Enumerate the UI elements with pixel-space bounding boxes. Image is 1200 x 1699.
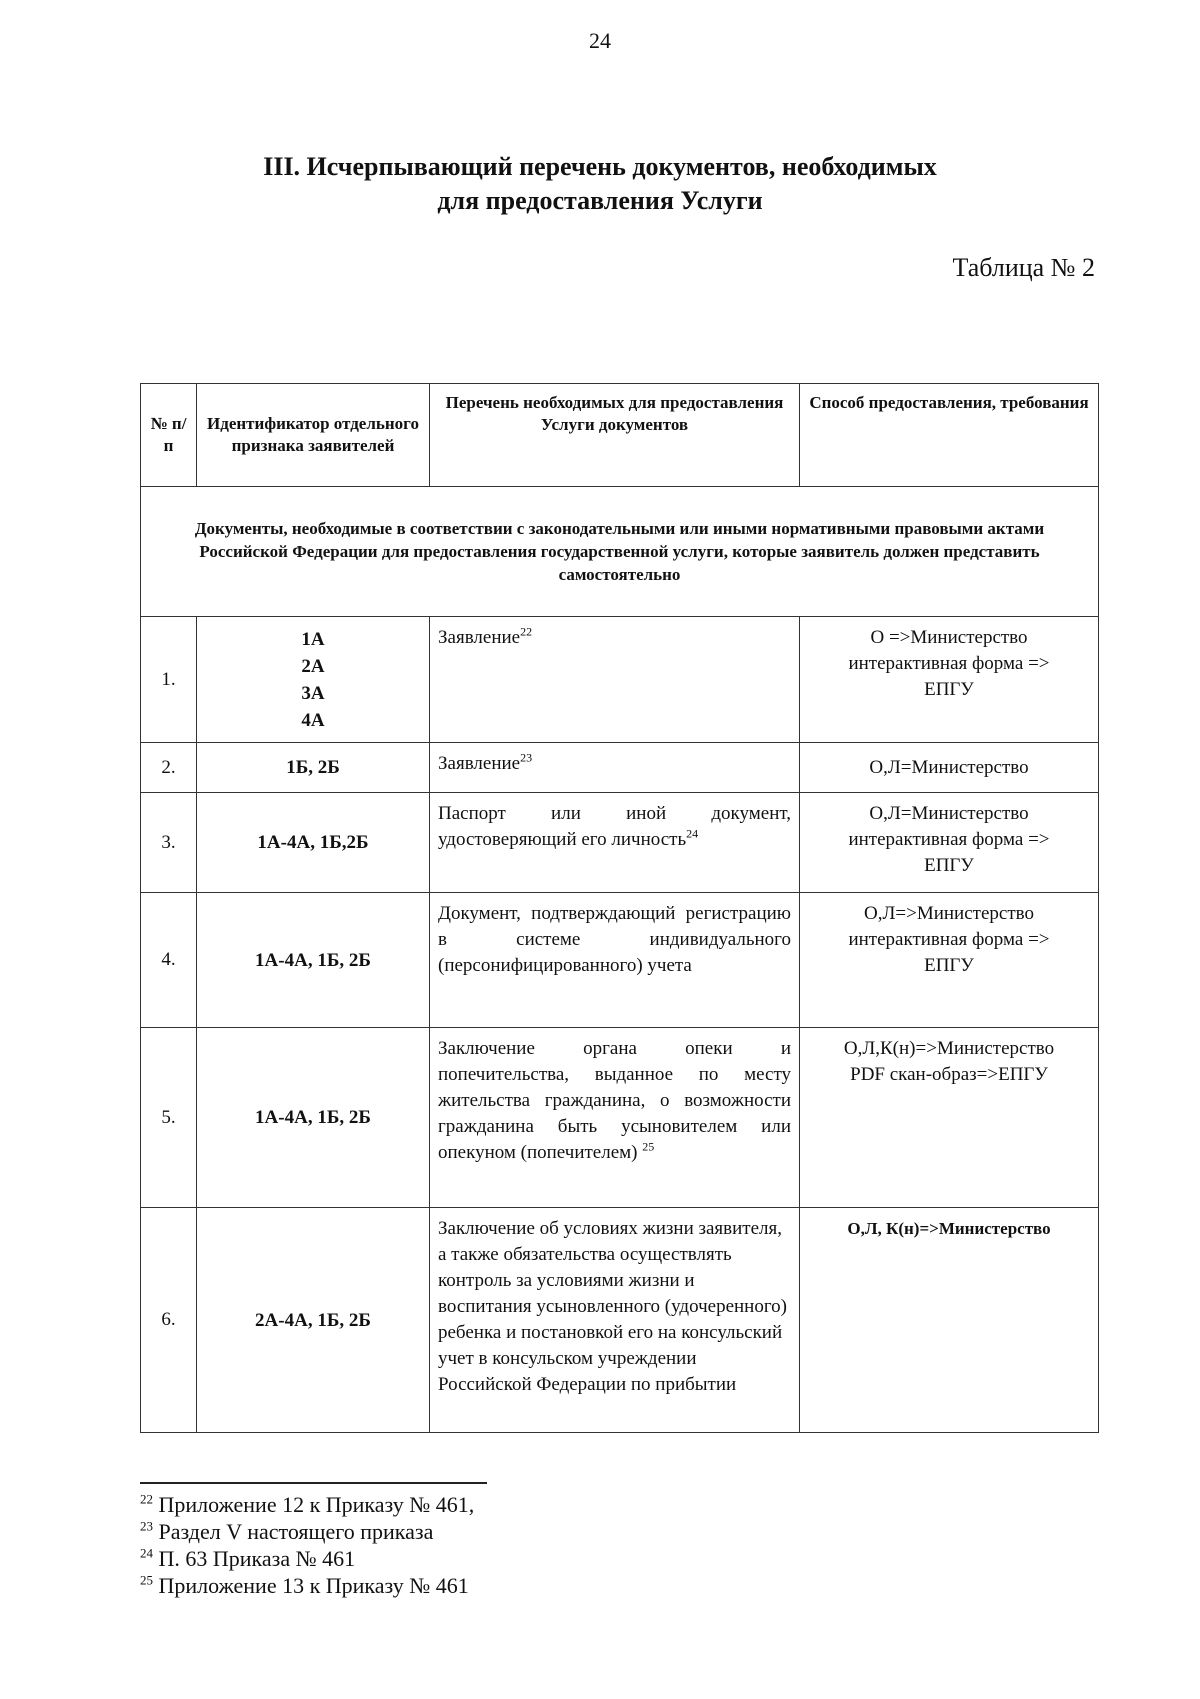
row-identifier: 1А-4А, 1Б,2Б bbox=[197, 793, 430, 893]
row-method bbox=[800, 617, 1099, 743]
method-line: интерактивная форма => bbox=[848, 829, 1050, 850]
footnote-ref: 24 bbox=[686, 826, 699, 841]
row-document bbox=[430, 893, 800, 1028]
footnote-text: Раздел V настоящего приказа bbox=[158, 1519, 434, 1544]
row-number: 1. bbox=[141, 617, 197, 743]
row-identifier: 2А-4А, 1Б, 2Б bbox=[197, 1208, 430, 1433]
method-line: ЕПГУ bbox=[924, 679, 974, 700]
footnote bbox=[140, 1518, 474, 1545]
table-row bbox=[141, 893, 1099, 1028]
header-num: № п/п bbox=[141, 384, 197, 487]
method-line: О,Л=>Министерство bbox=[864, 903, 1034, 924]
row-identifier: 1А-4А, 1Б, 2Б bbox=[197, 1028, 430, 1208]
row-number: 4. bbox=[141, 893, 197, 1028]
documents-table bbox=[140, 383, 1099, 1433]
footnotes bbox=[140, 1491, 474, 1599]
row-number: 6. bbox=[141, 1208, 197, 1433]
identifier-line: 2А bbox=[301, 655, 325, 677]
table-row bbox=[141, 617, 1099, 743]
method-line: ЕПГУ bbox=[924, 955, 974, 976]
method-line: PDF скан-образ=>ЕПГУ bbox=[850, 1064, 1048, 1085]
row-method bbox=[800, 893, 1099, 1028]
section-title bbox=[0, 150, 1200, 218]
header-identifier: Идентификатор отдельного признака заявителей bbox=[197, 384, 430, 487]
method-line: О,Л=Министерство bbox=[869, 756, 1029, 778]
row-number: 3. bbox=[141, 793, 197, 893]
document-text: Заявление bbox=[438, 753, 521, 774]
footnote-number: 24 bbox=[140, 1545, 153, 1561]
identifier-line: 3А bbox=[301, 682, 325, 704]
footnote-ref: 25 bbox=[642, 1139, 655, 1154]
row-number: 2. bbox=[141, 743, 197, 793]
footnote-number: 23 bbox=[140, 1518, 153, 1534]
footnote-ref: 22 bbox=[520, 624, 533, 639]
row-document bbox=[430, 1208, 800, 1433]
table-row bbox=[141, 743, 1099, 793]
row-identifier: 1Б, 2Б bbox=[197, 743, 430, 793]
row-number: 5. bbox=[141, 1028, 197, 1208]
footnote-number: 25 bbox=[140, 1572, 153, 1588]
method-line: О,Л=Министерство bbox=[869, 803, 1029, 824]
row-method bbox=[800, 1028, 1099, 1208]
header-documents: Перечень необходимых для предоставления Услуги документов bbox=[430, 384, 800, 487]
title-line-2: для предоставления Услуги bbox=[437, 186, 763, 215]
document-text: Заключение об условиях жизни заявителя, а также обязательства осуществлять контроль за условиями жизни и воспитания усыновленного (удочеренного) ребенка и постановкой его на консульский учет в консульском учреждении Российской Федерации по прибытии bbox=[438, 1218, 787, 1395]
footnote-text: Приложение 13 к Приказу № 461 bbox=[158, 1573, 469, 1598]
method-line: ЕПГУ bbox=[924, 855, 974, 876]
table-row bbox=[141, 793, 1099, 893]
identifier-line: 4А bbox=[301, 709, 325, 731]
table-header-row bbox=[141, 384, 1099, 487]
footnote bbox=[140, 1545, 474, 1572]
table-caption: Таблица № 2 bbox=[952, 253, 1095, 282]
page-number: 24 bbox=[589, 28, 611, 53]
method-line: интерактивная форма => bbox=[848, 929, 1050, 950]
row-document bbox=[430, 1028, 800, 1208]
row-method bbox=[800, 1208, 1099, 1433]
document-text: Заключение органа опеки и попечительства, выданное по месту жительства гражданина, о возможности гражданина быть усыновителем или опекуном (попечителем) bbox=[438, 1038, 791, 1163]
document-text: Паспорт или иной документ, удостоверяющий его личность bbox=[438, 803, 791, 850]
row-method bbox=[800, 743, 1099, 793]
document-text: Документ, подтверждающий регистрацию в системе индивидуального (персонифицированного) учета bbox=[438, 903, 791, 976]
footnote bbox=[140, 1491, 474, 1518]
method-line: О,Л,К(н)=>Министерство bbox=[843, 1038, 1055, 1059]
section-heading: Документы, необходимые в соответствии с законодательными или иными нормативными правовыми актами Российской Федерации для предоставления государственной услуги, которые заявитель должен представить самостоятельно bbox=[141, 487, 1099, 617]
footnote-ref: 23 bbox=[520, 750, 533, 765]
row-identifier: 1А-4А, 1Б, 2Б bbox=[197, 893, 430, 1028]
footnote-text: Приложение 12 к Приказу № 461, bbox=[158, 1492, 475, 1517]
identifier-line: 1А bbox=[301, 628, 325, 650]
row-document bbox=[430, 617, 800, 743]
footnote-separator bbox=[140, 1482, 487, 1484]
method-line: О,Л, К(н)=>Министерство bbox=[847, 1219, 1051, 1238]
row-document bbox=[430, 793, 800, 893]
row-document bbox=[430, 743, 800, 793]
row-method bbox=[800, 793, 1099, 893]
row-identifier bbox=[197, 617, 430, 743]
table-section-row bbox=[141, 487, 1099, 617]
table-row bbox=[141, 1208, 1099, 1433]
table-row bbox=[141, 1028, 1099, 1208]
header-method: Способ предоставления, требования bbox=[800, 384, 1099, 487]
footnote bbox=[140, 1572, 474, 1599]
title-line-1: III. Исчерпывающий перечень документов, необходимых bbox=[263, 152, 937, 181]
footnote-number: 22 bbox=[140, 1491, 153, 1507]
document-text: Заявление bbox=[438, 627, 521, 648]
method-line: интерактивная форма => bbox=[848, 653, 1050, 674]
footnote-text: П. 63 Приказа № 461 bbox=[158, 1546, 356, 1571]
method-line: О =>Министерство bbox=[870, 627, 1028, 648]
